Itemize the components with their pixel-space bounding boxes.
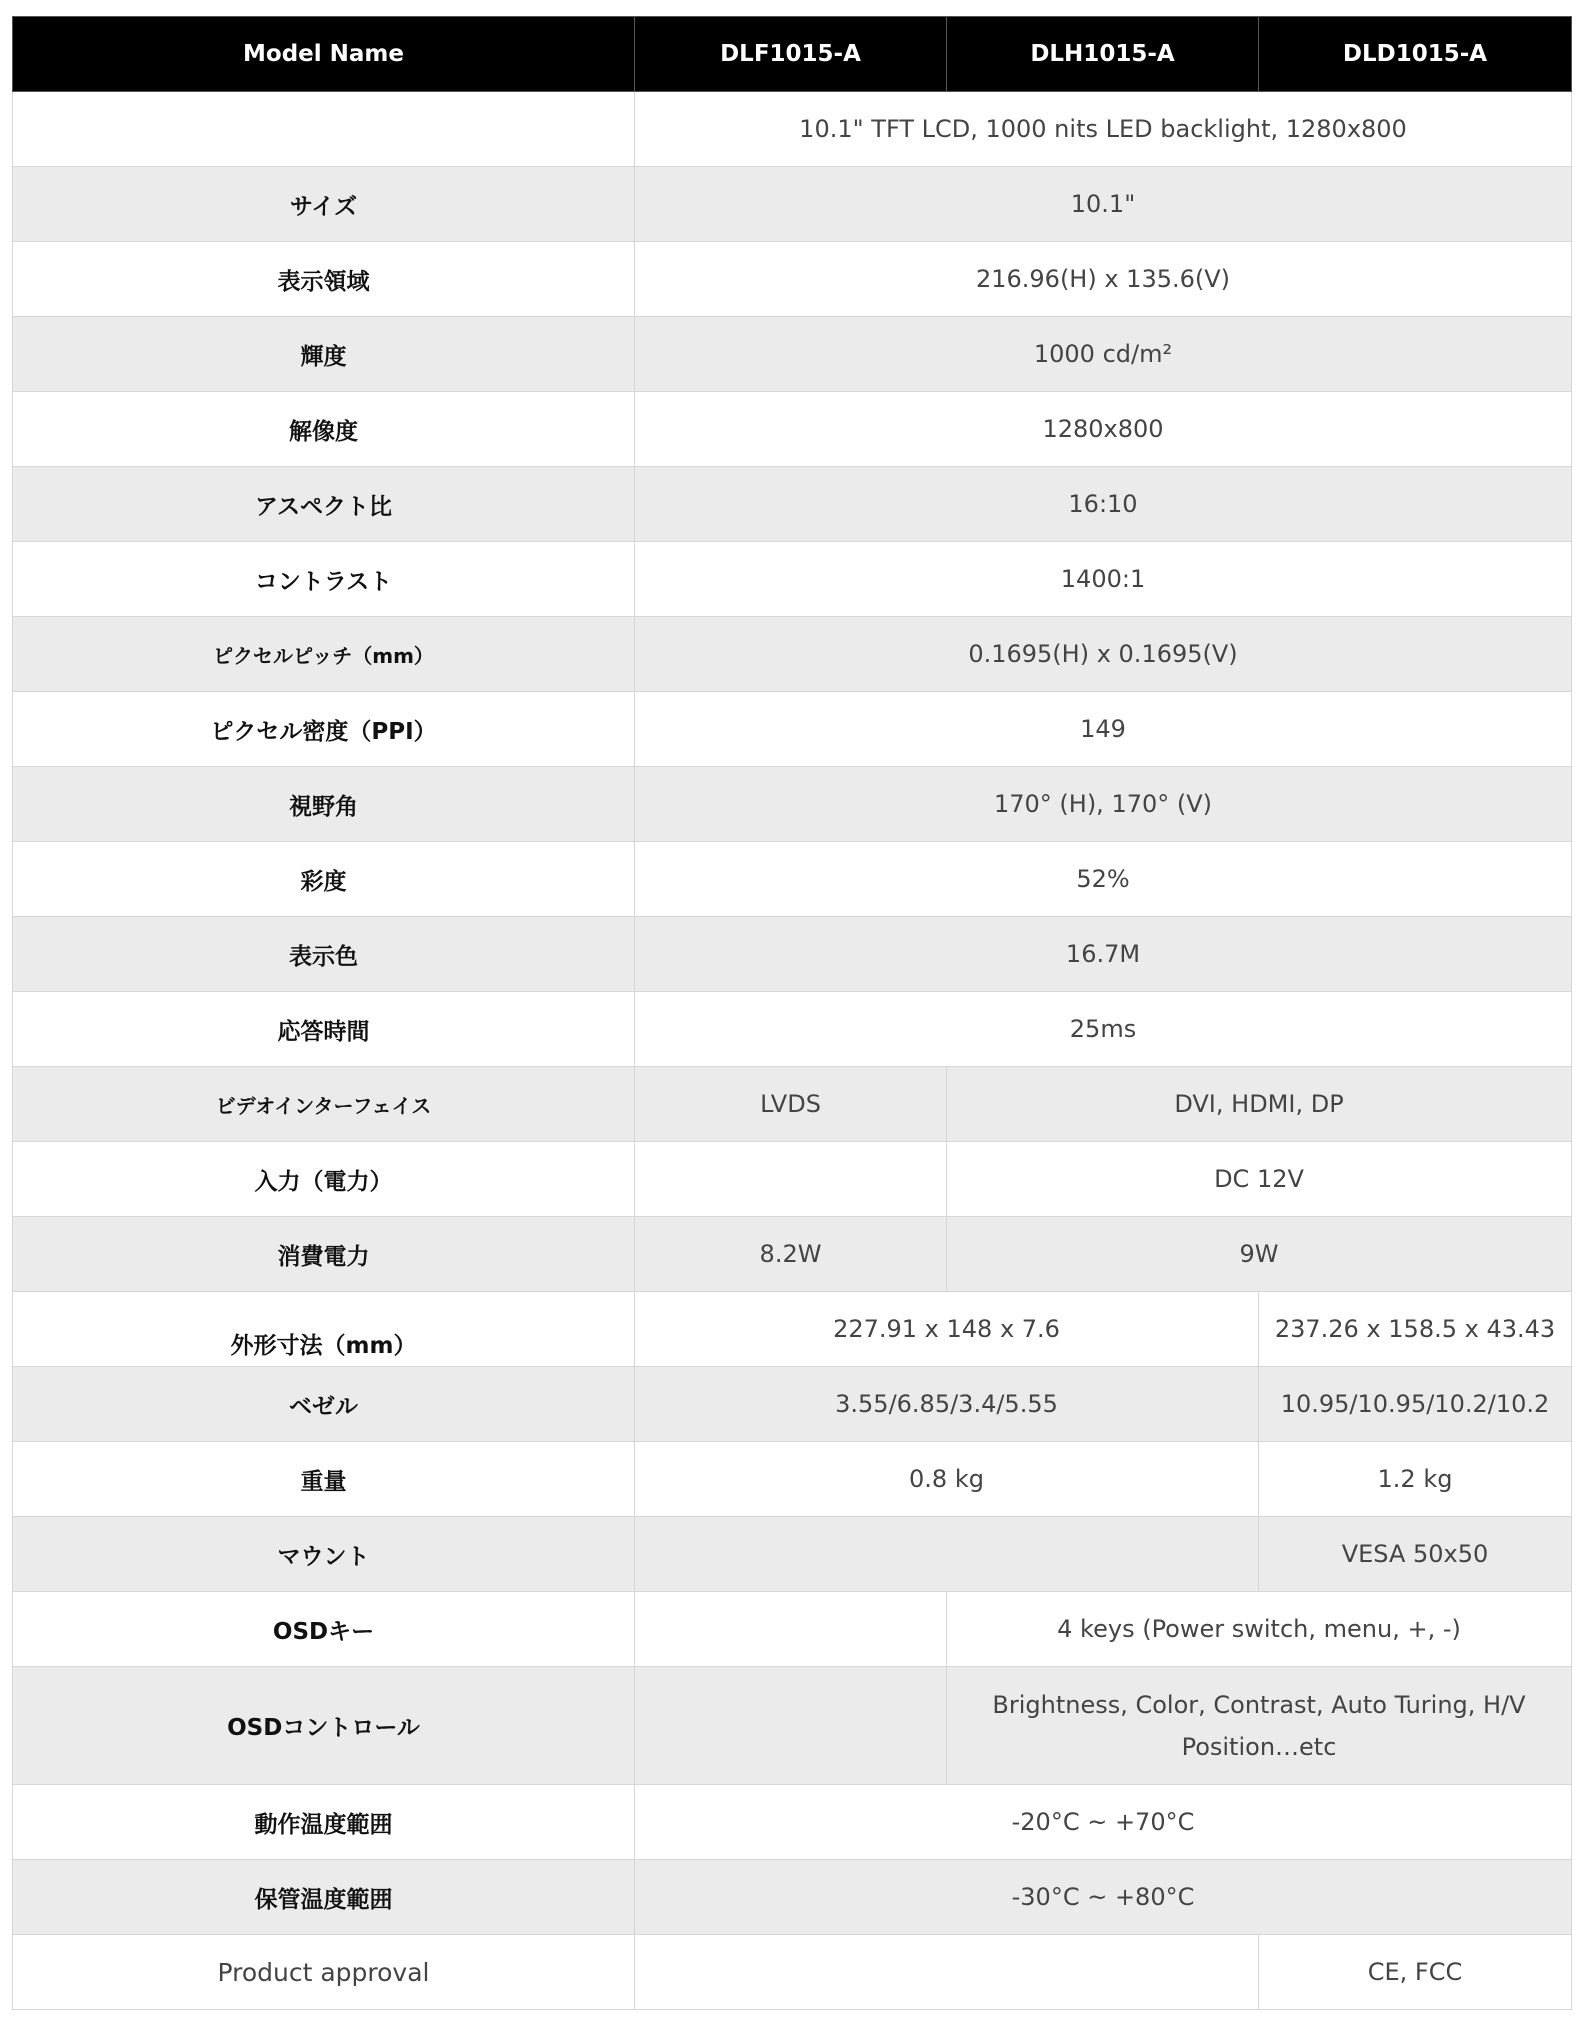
osd-control-others-value (947, 1667, 1572, 1785)
osd-keys-label: OSDキー (13, 1592, 635, 1667)
viewing-angle-value: 170° (H), 170° (V) (635, 767, 1572, 842)
approval-dlf-dlh-value (635, 1935, 1259, 2010)
table-row (13, 1517, 1572, 1592)
header-model-dlf: DLF1015-A (635, 17, 947, 92)
response-time-value: 25ms (635, 992, 1572, 1067)
storage-temp-value: -30°C ~ +80°C (635, 1860, 1572, 1935)
row-label-empty (13, 92, 635, 167)
size-value: 10.1" (635, 167, 1572, 242)
mount-label: マウント (13, 1517, 635, 1592)
table-row (13, 1935, 1572, 2010)
bezel-dlf-dlh-value: 3.55/6.85/3.4/5.55 (635, 1367, 1259, 1442)
saturation-label: 彩度 (13, 842, 635, 917)
header-model-dlh: DLH1015-A (947, 17, 1259, 92)
osd-control-line-2: Position…etc (1181, 1732, 1337, 1761)
table-row (13, 1142, 1572, 1217)
table-row (13, 917, 1572, 992)
display-area-value: 216.96(H) x 135.6(V) (635, 242, 1572, 317)
display-area-label: 表示領域 (13, 242, 635, 317)
mount-dld-value: VESA 50x50 (1259, 1517, 1572, 1592)
aspect-ratio-label: アスペクト比 (13, 467, 635, 542)
viewing-angle-label: 視野角 (13, 767, 635, 842)
table-row (13, 1592, 1572, 1667)
table-row (13, 1067, 1572, 1142)
header-model-dld: DLD1015-A (1259, 17, 1572, 92)
weight-dld-value: 1.2 kg (1259, 1442, 1572, 1517)
table-row (13, 1367, 1572, 1442)
brightness-value: 1000 cd/m² (635, 317, 1572, 392)
table-row (13, 542, 1572, 617)
table-row (13, 167, 1572, 242)
osd-control-label: OSDコントロール (13, 1667, 635, 1785)
spec-table (12, 16, 1572, 2010)
table-row (13, 1217, 1572, 1292)
response-time-label: 応答時間 (13, 992, 635, 1067)
operating-temp-label: 動作温度範囲 (13, 1785, 635, 1860)
panel-value: 10.1" TFT LCD, 1000 nits LED backlight, 1280x800 (635, 92, 1572, 167)
osd-control-dlf-value (635, 1667, 947, 1785)
operating-temp-value: -20°C ~ +70°C (635, 1785, 1572, 1860)
dimensions-label: 外形寸法（mm） (13, 1292, 635, 1367)
dimensions-dlf-dlh-value: 227.91 x 148 x 7.6 (635, 1292, 1259, 1367)
input-power-others-value: DC 12V (947, 1142, 1572, 1217)
table-row (13, 1442, 1572, 1517)
weight-label: 重量 (13, 1442, 635, 1517)
approval-dld-value: CE, FCC (1259, 1935, 1572, 2010)
video-interface-others-value: DVI, HDMI, DP (947, 1067, 1572, 1142)
table-row (13, 1292, 1572, 1367)
contrast-value: 1400:1 (635, 542, 1572, 617)
table-row (13, 992, 1572, 1067)
table-row (13, 92, 1572, 167)
pixel-pitch-label: ピクセルピッチ（mm） (13, 617, 635, 692)
table-row (13, 692, 1572, 767)
colors-value: 16.7M (635, 917, 1572, 992)
resolution-value: 1280x800 (635, 392, 1572, 467)
table-row (13, 242, 1572, 317)
colors-label: 表示色 (13, 917, 635, 992)
table-row (13, 767, 1572, 842)
bezel-label: ベゼル (13, 1367, 635, 1442)
header-row (13, 17, 1572, 92)
table-row (13, 1860, 1572, 1935)
resolution-label: 解像度 (13, 392, 635, 467)
pixel-pitch-value: 0.1695(H) x 0.1695(V) (635, 617, 1572, 692)
table-row (13, 317, 1572, 392)
table-row (13, 617, 1572, 692)
power-consumption-others-value: 9W (947, 1217, 1572, 1292)
pixel-density-value: 149 (635, 692, 1572, 767)
contrast-label: コントラスト (13, 542, 635, 617)
input-power-label: 入力（電力） (13, 1142, 635, 1217)
video-interface-dlf-value: LVDS (635, 1067, 947, 1142)
pixel-density-label: ピクセル密度（PPI） (13, 692, 635, 767)
power-consumption-dlf-value: 8.2W (635, 1217, 947, 1292)
header-model-name: Model Name (13, 17, 635, 92)
aspect-ratio-value: 16:10 (635, 467, 1572, 542)
mount-dlf-dlh-value (635, 1517, 1259, 1592)
table-row (13, 1785, 1572, 1860)
weight-dlf-dlh-value: 0.8 kg (635, 1442, 1259, 1517)
osd-keys-others-value: 4 keys (Power switch, menu, +, -) (947, 1592, 1572, 1667)
size-label: サイズ (13, 167, 635, 242)
bezel-dld-value: 10.95/10.95/10.2/10.2 (1259, 1367, 1572, 1442)
osd-control-line-1: Brightness, Color, Contrast, Auto Turing, H/V (992, 1690, 1526, 1719)
power-consumption-label: 消費電力 (13, 1217, 635, 1292)
video-interface-label: ビデオインターフェイス (13, 1067, 635, 1142)
input-power-dlf-value (635, 1142, 947, 1217)
table-row (13, 467, 1572, 542)
table-row (13, 392, 1572, 467)
dimensions-dld-value: 237.26 x 158.5 x 43.43 (1259, 1292, 1572, 1367)
saturation-value: 52% (635, 842, 1572, 917)
osd-keys-dlf-value (635, 1592, 947, 1667)
table-row (13, 842, 1572, 917)
table-row (13, 1667, 1572, 1785)
approval-label: Product approval (13, 1935, 635, 2010)
storage-temp-label: 保管温度範囲 (13, 1860, 635, 1935)
brightness-label: 輝度 (13, 317, 635, 392)
